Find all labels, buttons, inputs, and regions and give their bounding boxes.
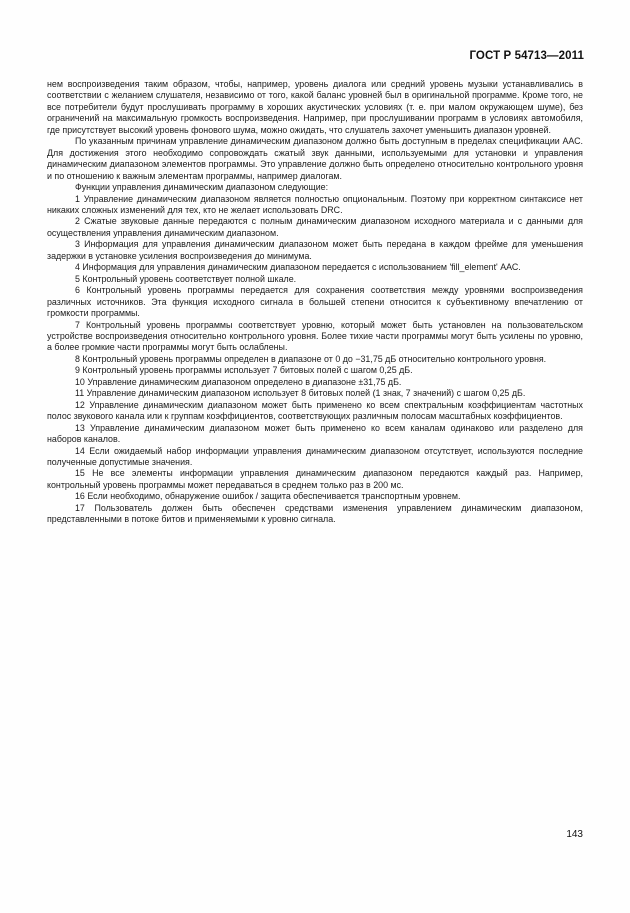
list-item: 16 Если необходимо, обнаружение ошибок / защита обеспечивается транспортным уровнем. bbox=[75, 491, 461, 502]
list-item: 3 Информация для управления динамическим диапазоном может быть передана в каждом фрейме для уменьшения задержки в установке усиления воспроизведения до минимума. bbox=[47, 239, 583, 261]
list-item: 10 Управление динамическим диапазоном определено в диапазоне ±31,75 дБ. bbox=[75, 376, 402, 387]
list-item: 1 Управление динамическим диапазоном является полностью опциональным. Поэтому при корректном синтаксисе нет никаких сложных изменений для тех, кто не желает использовать DRC. bbox=[47, 193, 583, 215]
paragraph: Функции управления динамическим диапазоном следующие: bbox=[75, 182, 329, 193]
list-item: 7 Контрольный уровень программы соответствует уровню, который может быть установлен на пользовательском устройстве воспроизведения относительно контрольного уровня. Более тихие части программы могут быть усилены по уровню, а более громкие части программы могут быть ослаблены. bbox=[47, 319, 583, 353]
list-item: 12 Управление динамическим диапазоном может быть применено ко всем спектральным коэффициентам частотных полос звукового канала или к группам коэффициентов, соответствующих различным полосам масштабных коэффициентов. bbox=[47, 399, 583, 422]
list-item: 4 Информация для управления динамическим диапазоном передается с использованием 'fill_element' ААС. bbox=[75, 262, 521, 273]
list-item: 14 Если ожидаемый набор информации управления динамическим диапазоном отсутствует, используются последние полученные допустимые значения. bbox=[47, 445, 583, 467]
page-number: 143 bbox=[566, 829, 583, 840]
list-item: 6 Контрольный уровень программы передается для сохранения соответствия между уровнями воспроизведения различных источников. Эта функция исходного сигнала в большей степени относится к субъективному впечатлению от громкости программы. bbox=[47, 285, 583, 319]
document-id-header: ГОСТ Р 54713—2011 bbox=[469, 50, 584, 62]
list-item: 17 Пользователь должен быть обеспечен средствами изменения управлением динамическим диапазоном, представленными в потоке битов и применяемыми к уровню сигнала. bbox=[47, 502, 583, 525]
list-item: 11 Управление динамическим диапазоном использует 8 битовых полей (1 знак, 7 значений) с шагом 0,25 дБ. bbox=[75, 388, 526, 399]
list-item: 15 Не все элементы информации управления динамическим диапазоном передаются каждый раз. Например, контрольный уровень программы может передаваться в среднем только раз в 200 мс. bbox=[47, 468, 583, 490]
list-item: 8 Контрольный уровень программы определен в диапазоне от 0 до −31,75 дБ относительно контрольного уровня. bbox=[75, 353, 547, 364]
body-text bbox=[47, 79, 583, 526]
list-item: 13 Управление динамическим диапазоном может быть применено ко всем каналам одинаково или разделено для наборов каналов. bbox=[47, 422, 583, 445]
paragraph: нем воспроизведения таким образом, чтобы, например, уровень диалога или средний уровень музыки устанавливались в соответствии с желанием слушателя, независимо от того, какой баланс уровней был в оригинальной программе. Кроме того, не все потребители будут прослушивать программу в хороших акустических условиях (т. е. при малом окружающем шуме), без ограничений на максимальную громкость воспроизведения. Например, при прослушивании программ в условиях автомобиля, где присутствует высокий уровень фонового шума, можно ожидать, что слушатель захочет уменьшить диапазон уровней. bbox=[47, 79, 583, 135]
list-item: 2 Сжатые звуковые данные передаются с полным динамическим диапазоном исходного материала и с данными для осуществления управления динамическим диапазоном. bbox=[47, 216, 583, 238]
list-item: 9 Контрольный уровень программы использует 7 битовых полей с шагом 0,25 дБ. bbox=[75, 365, 413, 376]
paragraph: По указанным причинам управление динамическим диапазоном должно быть доступным в пределах спецификации ААС. Для достижения этого необходимо сопровождать сжатый звук данными, используемыми для установки и управления динамическим диапазоном элементов программы. Это управление должно быть определено относительно контрольного уровня и по отношению к важным элементам программы, например диалогам. bbox=[47, 136, 583, 181]
list-item: 5 Контрольный уровень соответствует полной шкале. bbox=[75, 273, 297, 284]
